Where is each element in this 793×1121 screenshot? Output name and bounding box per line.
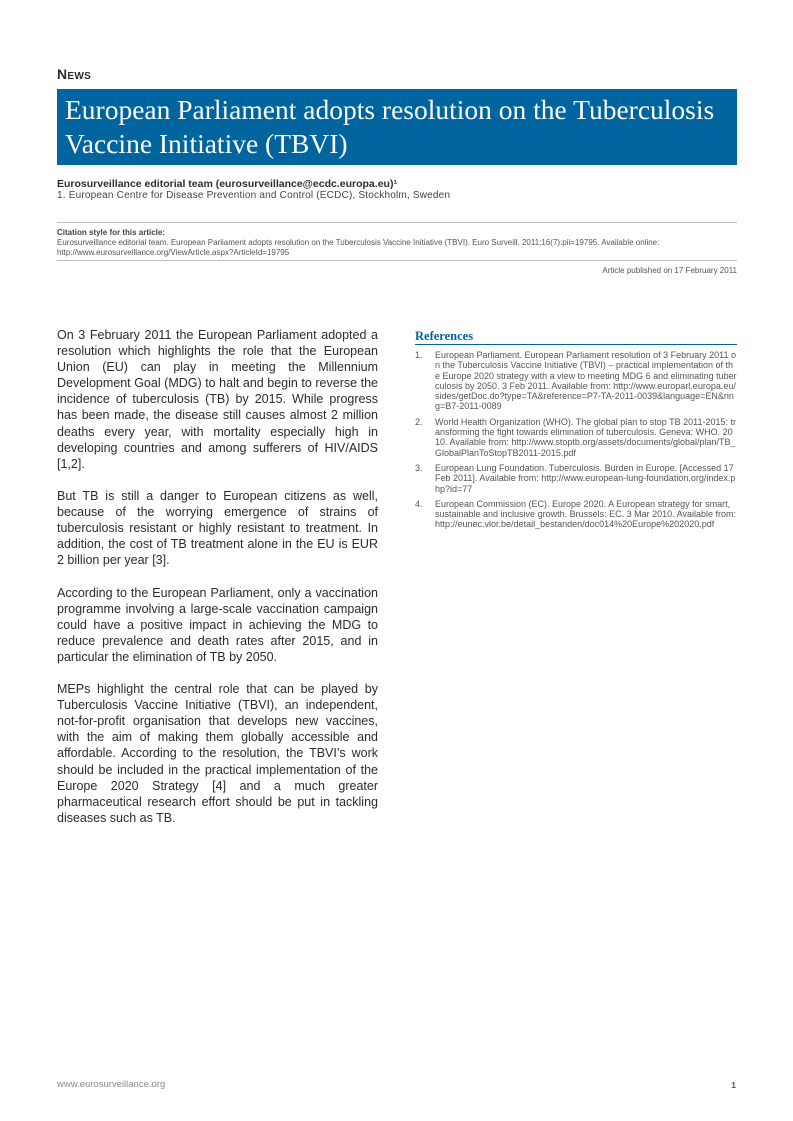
references-list	[415, 350, 737, 535]
reference-item	[415, 417, 737, 458]
body-paragraph: But TB is still a danger to European citizens as well, because of the worrying emergence of strains of tuberculosis resistant or highly resistant to treatment. In addition, the cost of TB treatment alone in the EU is EUR 2 billion per year [3].	[57, 488, 378, 568]
published-date: Article published on 17 February 2011	[602, 266, 737, 275]
divider-bottom	[57, 260, 737, 261]
title-banner	[57, 89, 737, 165]
article-body	[57, 327, 378, 842]
divider-top	[57, 222, 737, 223]
citation-text: Eurosurveillance editorial team. European Parliament adopts resolution on the Tuberculosis Vaccine Initiative (TBVI). Euro Surveill. 2011;16(7):pii=19795. Available online: http://www.eurosurveillance.org/ViewArticle.aspx?ArticleId=19795	[57, 238, 660, 257]
reference-text: World Health Organization (WHO). The global plan to stop TB 2011-2015: transforming the fight towards elimination of tuberculosis. Geneva: WHO. 2010. Available from: http://www.stoptb.org/assets/documents/global/plan/TB_GlobalPlanToStopTB2011-2015.pdf	[435, 416, 736, 458]
reference-text: European Lung Foundation. Tuberculosis. Burden in Europe. [Accessed 17 Feb 2011]. Available from: http://www.european-lung-foundation.org/index.php?id=77	[435, 462, 736, 494]
reference-number: 4.	[415, 498, 423, 509]
body-paragraph: According to the European Parliament, only a vaccination programme involving a large-scale vaccination campaign could have a positive impact in achieving the MDG to reduce prevalence and death rates after 2015, and in particular the elimination of TB by 2050.	[57, 585, 378, 664]
citation-block	[57, 228, 741, 258]
reference-number: 3.	[415, 462, 423, 473]
references-heading: References	[415, 329, 474, 343]
references-rule	[415, 344, 737, 345]
body-paragraph: MEPs highlight the central role that can be played by Tuberculosis Vaccine Initiative (TBVI), an independent, not-for-profit organisation that develops new vaccines, with the aim of making them globally accessible and affordable. According to the resolution, the TBVI’s work should be included in the practical implementation of the Europe 2020 Strategy [4] and a much greater pharmaceutical research effort should be put in tackling diseases such as TB.	[57, 682, 378, 825]
reference-number: 1.	[415, 350, 423, 360]
page-number: 1	[731, 1080, 736, 1090]
footer-url[interactable]: www.eurosurveillance.org	[57, 1079, 166, 1090]
article-title: European Parliament adopts resolution on the Tuberculosis Vaccine Initiative (TBVI)	[65, 94, 715, 159]
reference-number: 2.	[415, 416, 423, 427]
reference-text: European Parliament. European Parliament resolution of 3 February 2011 on the Tuberculosis Vaccine Initiative (TBVI) – practical implementation of the Europe 2020 strategy with a view to meeting MDG 6 and eliminating tuberculosis by 2050. 3 Feb 2011. Available from: http://www.europarl.europa.eu/sides/getDoc.do?type=TA&reference=P7-TA-2011-0039&language=EN&ring=B7-2011-0089	[435, 350, 737, 412]
affiliation: 1. European Centre for Disease Prevention and Control (ECDC), Stockholm, Sweden	[57, 190, 451, 201]
body-paragraph: On 3 February 2011 the European Parliament adopted a resolution which highlights the role that the European Union (EU) can play in meeting the Millennium Development Goal (MDG) to halt and begin to reverse the incidence of tuberculosis (TB) by 2015. While progress has been made, the disease still causes almost 2 million deaths every year, with mortality especially high in developing countries and among sufferers of HIV/AIDS [1,2].	[57, 328, 378, 471]
authors: Eurosurveillance editorial team (eurosurveillance@ecdc.europa.eu)¹	[57, 178, 397, 190]
reference-item	[415, 499, 737, 530]
citation-label: Citation style for this article:	[57, 228, 166, 237]
reference-text: European Commission (EC). Europe 2020. A European strategy for smart, sustainable and inclusive growth. Brussels: EC. 3 Mar 2010. Available from: http://eunec.vlor.be/detail_bestanden/doc014%20Europe%202020.pdf	[435, 498, 736, 530]
reference-item	[415, 350, 737, 412]
reference-item	[415, 463, 737, 494]
section-label: News	[57, 66, 92, 82]
